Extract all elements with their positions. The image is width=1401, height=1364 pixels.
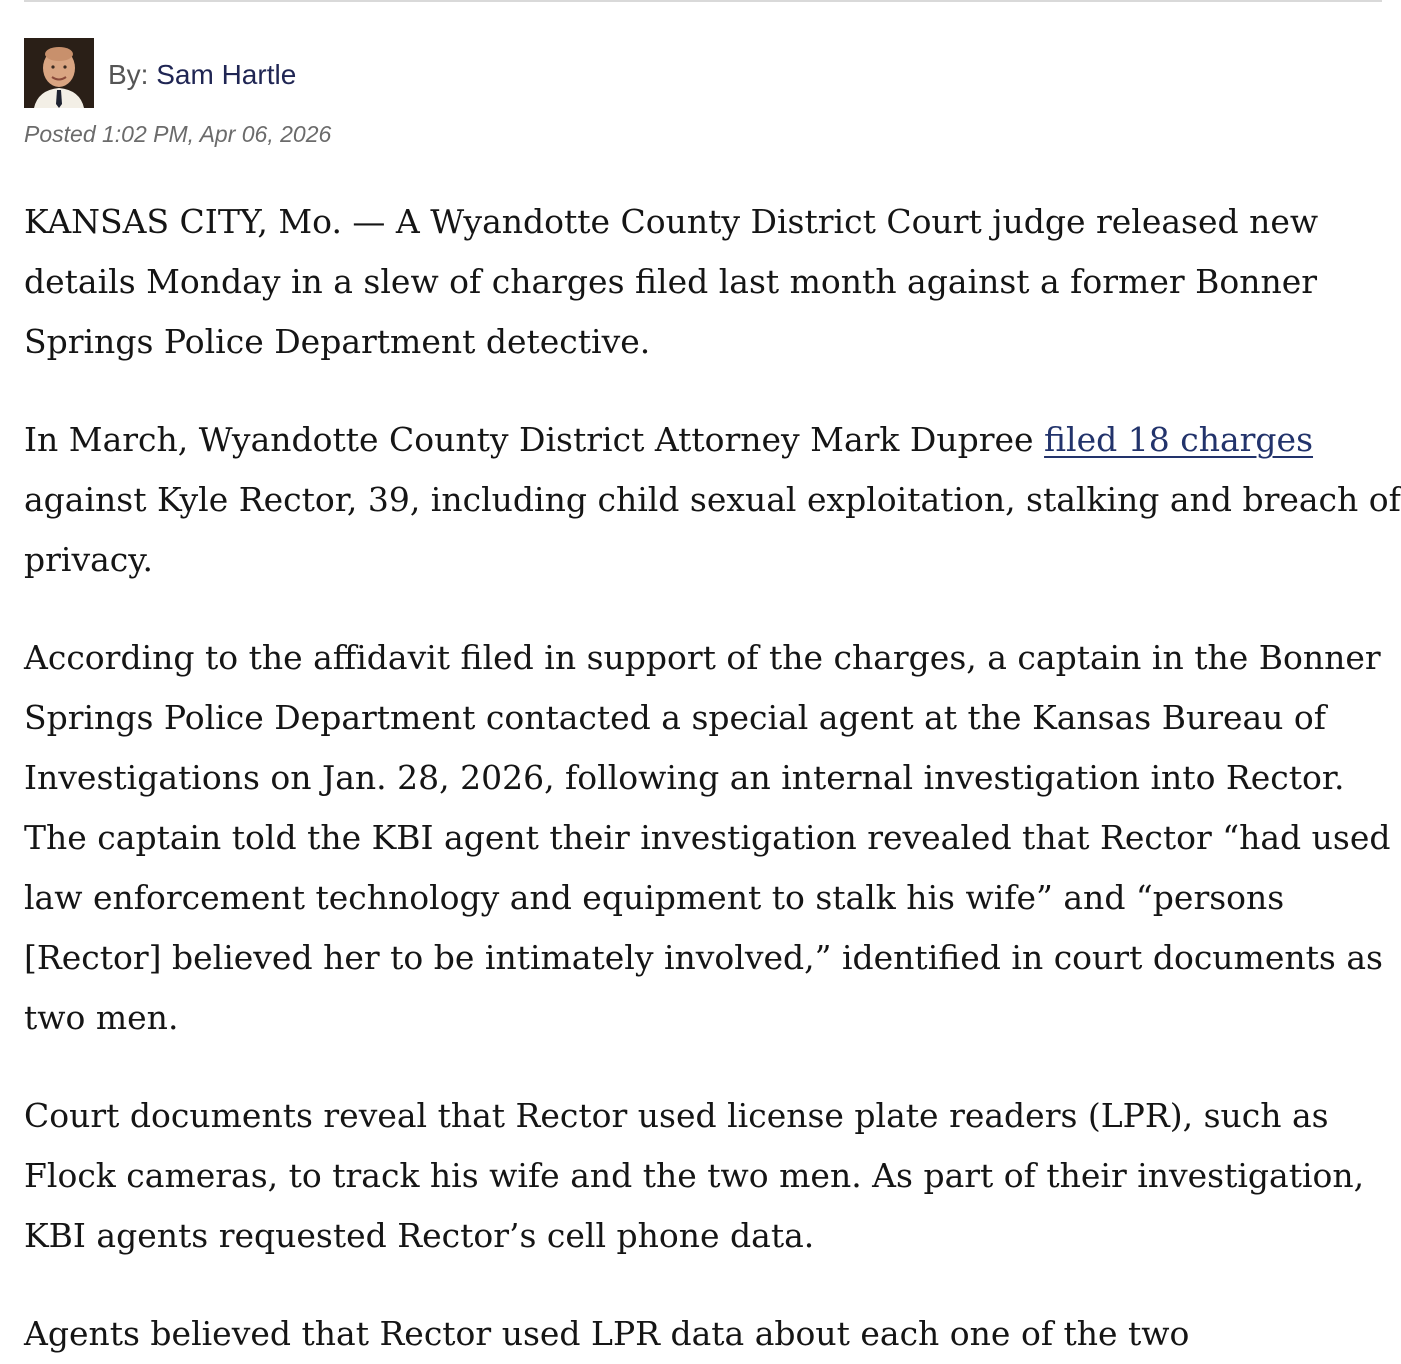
paragraph-line: Court documents reveal that Rector used license plate readers (LPR), such as — [24, 1096, 1329, 1135]
paragraph-line — [24, 410, 1382, 470]
paragraph-line: Springs Police Department contacted a special agent at the Kansas Bureau of — [24, 698, 1327, 737]
article-paragraph-1 — [24, 192, 1382, 372]
paragraph-line: Springs Police Department detective. — [24, 322, 651, 361]
top-divider — [24, 0, 1382, 2]
paragraph-line: two men. — [24, 998, 179, 1037]
posted-timestamp: Posted 1:02 PM, Apr 06, 2026 — [24, 121, 332, 147]
byline-prefix: By: — [108, 59, 157, 90]
article-paragraph-5 — [24, 1304, 1382, 1364]
article-paragraph-2 — [24, 410, 1401, 590]
byline — [24, 38, 296, 108]
article-paragraph-3 — [24, 628, 1391, 1048]
paragraph-line: Flock cameras, to track his wife and the two men. As part of their investigation, — [24, 1156, 1365, 1195]
paragraph-line: privacy. — [24, 540, 154, 579]
paragraph-line: Investigations on Jan. 28, 2026, following an internal investigation into Rector. — [24, 758, 1345, 797]
paragraph-line: [Rector] believed her to be intimately involved,” identified in court documents as — [24, 938, 1383, 977]
article-body — [24, 192, 1401, 1364]
paragraph-line: KBI agents requested Rector’s cell phone data. — [24, 1216, 815, 1255]
byline-text — [108, 59, 296, 91]
filed-charges-link[interactable]: filed 18 charges — [1044, 420, 1314, 459]
author-link[interactable]: Sam Hartle — [156, 59, 297, 90]
paragraph-line: law enforcement technology and equipment to stalk his wife” and “persons — [24, 878, 1285, 917]
article-paragraph-4 — [24, 1086, 1382, 1266]
paragraph-line: According to the affidavit filed in support of the charges, a captain in the Bonner — [24, 638, 1381, 677]
paragraph-text: In March, Wyandotte County District Attorney Mark Dupree — [24, 420, 1045, 459]
paragraph-line: Agents believed that Rector used LPR data about each one of the two — [24, 1314, 1190, 1353]
paragraph-line: KANSAS CITY, Mo. — A Wyandotte County District Court judge released new — [24, 202, 1319, 241]
paragraph-line: against Kyle Rector, 39, including child sexual exploitation, stalking and breach of — [24, 480, 1401, 519]
author-avatar[interactable] — [24, 38, 94, 108]
paragraph-line: details Monday in a slew of charges filed last month against a former Bonner — [24, 262, 1318, 301]
paragraph-line: The captain told the KBI agent their investigation revealed that Rector “had used — [24, 818, 1391, 857]
